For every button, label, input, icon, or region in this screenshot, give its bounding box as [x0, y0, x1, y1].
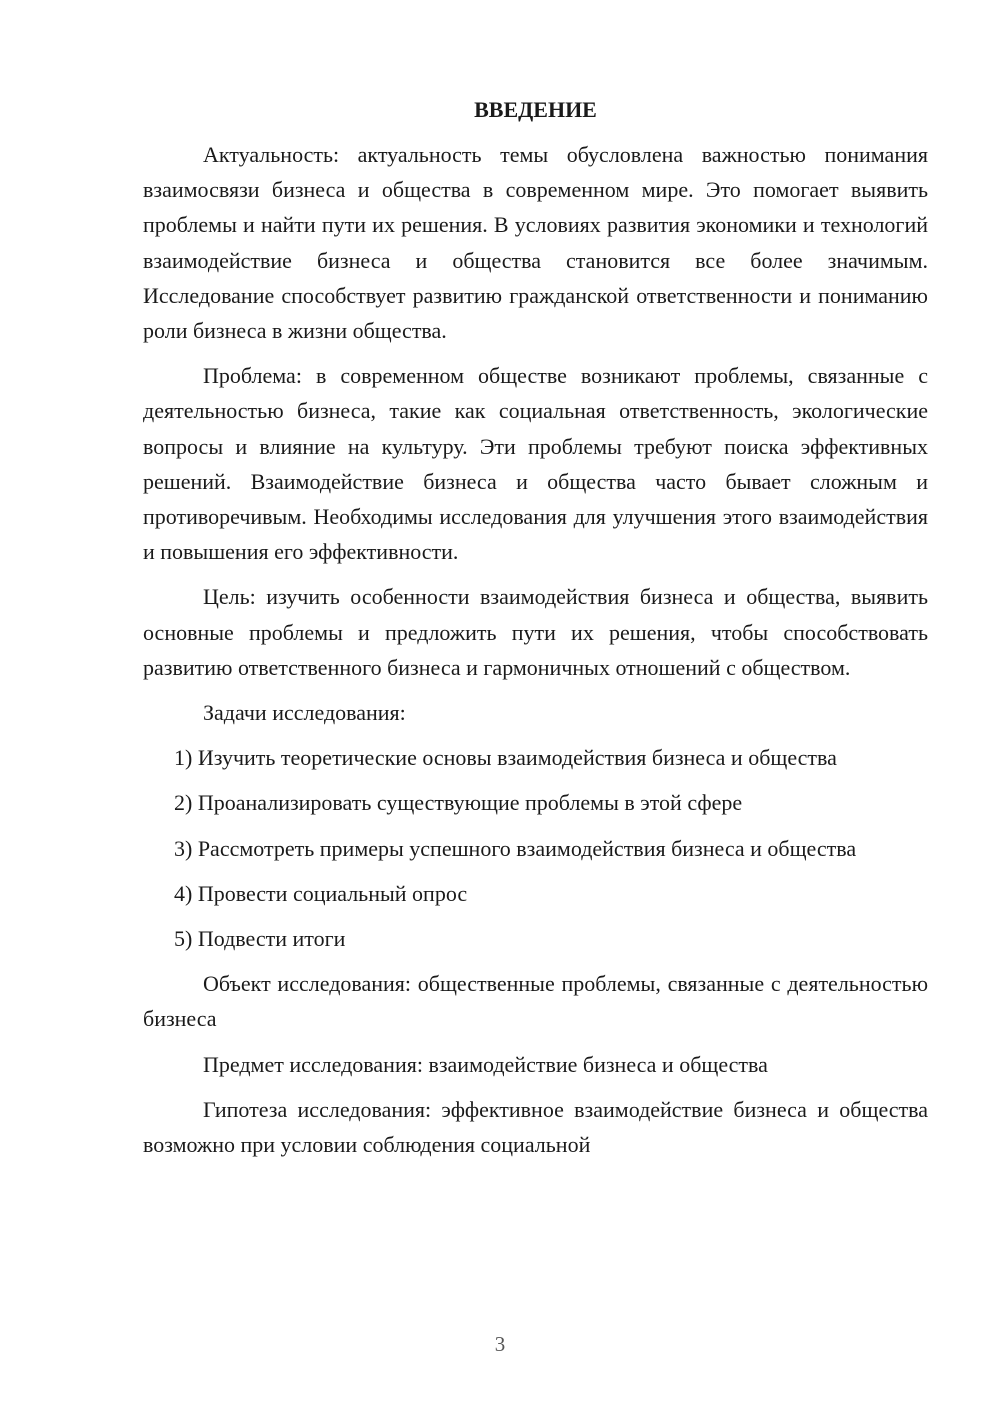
- task-item: 5) Подвести итоги: [174, 926, 346, 952]
- subject-paragraph: Предмет исследования: взаимодействие бизнеса и общества: [203, 1051, 768, 1077]
- goal-paragraph: Цель: изучить особенности взаимодействия бизнеса и общества, выявить основные проблемы и предложить пути их решения, чтобы способствовать развитию ответственного бизнеса и гармоничных отношений с обществом.: [143, 584, 928, 680]
- task-item: 4) Провести социальный опрос: [174, 880, 468, 906]
- page-content: [143, 92, 928, 1172]
- task-item: 3) Рассмотреть примеры успешного взаимодействия бизнеса и общества: [174, 835, 857, 861]
- section-title: ВВЕДЕНИЕ: [474, 97, 597, 122]
- tasks-heading: Задачи исследования:: [203, 700, 406, 726]
- task-item: 2) Проанализировать существующие проблемы в этой сфере: [174, 790, 743, 816]
- relevance-paragraph: Актуальность: актуальность темы обусловлена важностью понимания взаимосвязи бизнеса и общества в современном мире. Это помогает выявить проблемы и найти пути их решения. В условиях развития экономики и технологий взаимодействие бизнеса и общества становится все более значимым. Исследование способствует развитию гражданской ответственности и пониманию роли бизнеса в жизни общества.: [143, 142, 928, 344]
- object-paragraph: Объект исследования: общественные проблемы, связанные с деятельностью бизнеса: [143, 971, 928, 1032]
- page-number: 3: [494, 1332, 506, 1356]
- task-item: 1) Изучить теоретические основы взаимодействия бизнеса и общества: [174, 745, 837, 771]
- hypothesis-paragraph: Гипотеза исследования: эффективное взаимодействие бизнеса и общества возможно при условии соблюдения социальной: [143, 1096, 928, 1158]
- problem-paragraph: Проблема: в современном обществе возникают проблемы, связанные с деятельностью бизнеса, такие как социальная ответственность, экологические вопросы и влияние на культуру. Эти проблемы требуют поиска эффективных решений. Взаимодействие бизнеса и общества часто бывает сложным и противоречивым. Необходимы исследования для улучшения этого взаимодействия и повышения его эффективности.: [143, 363, 928, 565]
